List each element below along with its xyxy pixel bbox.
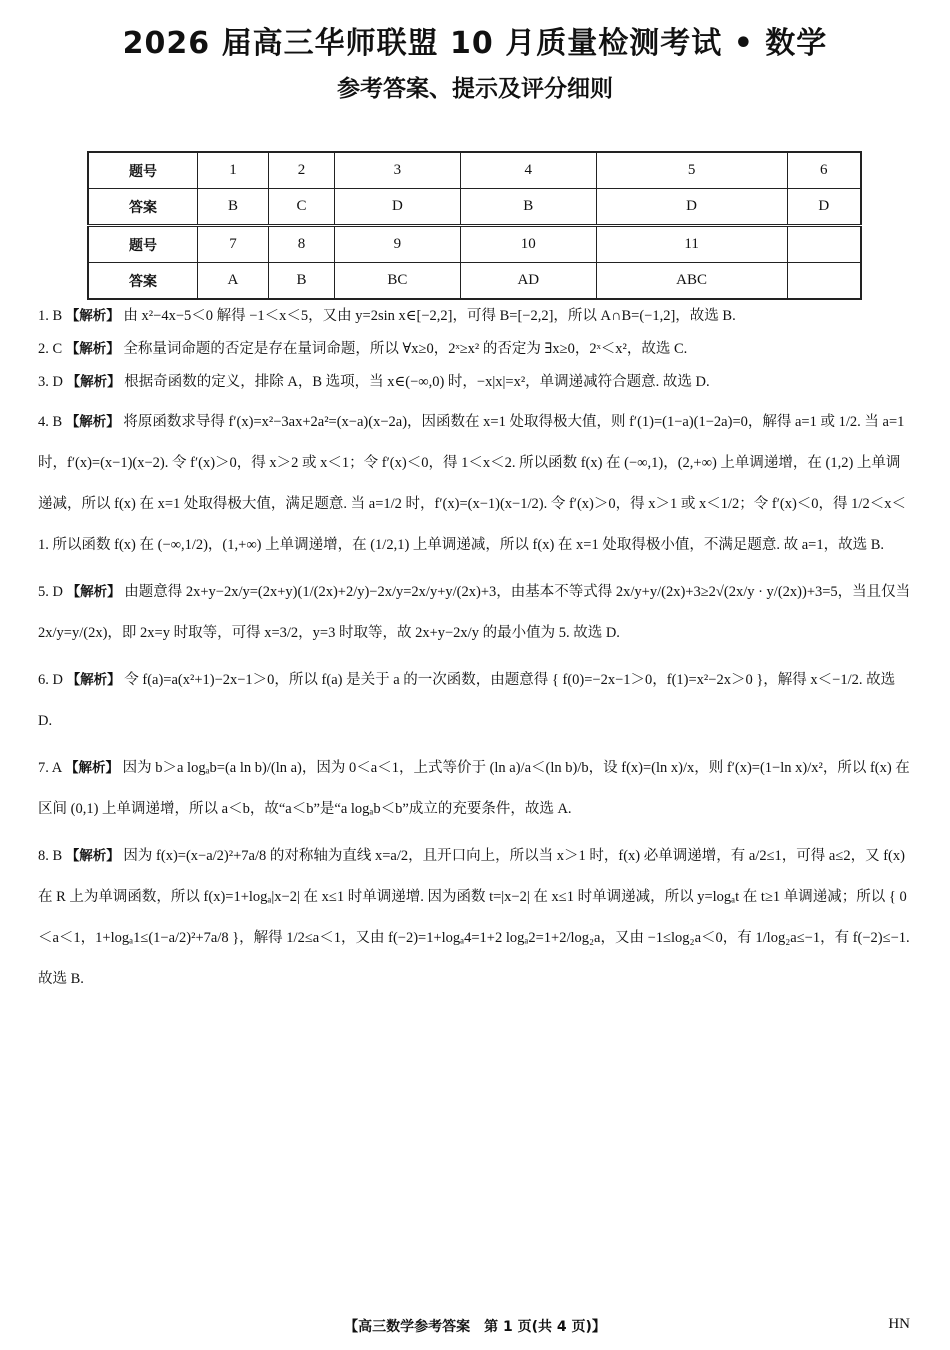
question-number: 7	[198, 226, 269, 263]
row-label: 答案	[88, 189, 198, 226]
solution-text: 令 f(a)=a(x²+1)−2x−1＞0，所以 f(a) 是关于 a 的一次函数，由题意得 { f(0)=−2x−1＞0，f(1)=x²−2x＞0 }，解得 x＜−1/2. 故选 D.	[38, 672, 896, 729]
page-title: 2026 届高三华师联盟 10 月质量检测考试 • 数学	[122, 26, 828, 61]
table-row	[88, 263, 861, 300]
answer-cell: C	[268, 189, 334, 226]
answer-cell: B	[198, 189, 269, 226]
question-number: 6	[787, 152, 861, 189]
row-label: 题号	[88, 226, 198, 263]
solution-item	[38, 303, 912, 330]
answer-cell: AD	[460, 263, 596, 300]
solution-text: 因为 f(x)=(x−a/2)²+7a/8 的对称轴为直线 x=a/2，且开口向上，所以当 x＞1 时，f(x) 必单调递增，有 a/2≤1，可得 a≤2，又 f(x) 在 R 上为单调函数，所以 f(x)=1+logₐ|x−2| 在 x≤1 时单调递增. 因为函数 t=|x−2| 在 x≤1 时单调递减，所以 y=logₐt 在 t≥1 单调递减；所以 { 0＜a＜1，1+logₐ1≤(1−a/2)²+7a/8 }，解得 1/2≤a＜1，又由 f(−2)=1+logₐ4=1+2 logₐ2=1+2/log₂a，又由 −1≤log₂a＜0，有 1/log₂a≤−1，有 f(−2)≤−1. 故选 B.	[38, 848, 910, 987]
solution-text: 因为 b＞a logₐb=(a ln b)/(ln a)，因为 0＜a＜1，上式等价于 (ln a)/a＜(ln b)/b，设 f(x)=(ln x)/x，则 f′(x)=(1−ln x)/x²，所以 f(x) 在区间 (0,1) 上单调递增，所以 a＜b，故“a＜b”是“a logₐb＜b”成立的充要条件，故选 A.	[38, 760, 910, 817]
question-number: 2	[268, 152, 334, 189]
answer-cell: B	[460, 189, 596, 226]
solution-number: 7. A	[38, 760, 62, 776]
solution-text: 将原函数求导得 f′(x)=x²−3ax+2a²=(x−a)(x−2a)，因函数在 x=1 处取得极大值，则 f′(1)=(1−a)(1−2a)=0，解得 a=1 或 1/2. 当 a=1 时，f′(x)=(x−1)(x−2). 令 f′(x)＞0，得 x＞2 或 x＜1；令 f′(x)＜0，得 1＜x＜2. 所以函数 f(x) 在 (−∞,1)，(2,+∞) 上单调递增，在 (1,2) 上单调递减，所以 f(x) 在 x=1 处取得极大值，满足题意. 当 a=1/2 时，f′(x)=(x−1)(x−1/2). 令 f′(x)＞0，得 x＞1 或 x＜1/2；令 f′(x)＜0，得 1/2＜x＜1. 所以函数 f(x) 在 (−∞,1/2)，(1,+∞) 上单调递增，在 (1/2,1) 上单调递减，所以 f(x) 在 x=1 处取得极小值，不满足题意. 故 a=1，故选 B.	[38, 414, 906, 553]
region-code: HN	[888, 1316, 910, 1332]
solution-text: 根据奇函数的定义，排除 A，B 选项，当 x∈(−∞,0) 时，−x|x|=x²，单调递减符合题意. 故选 D.	[124, 374, 710, 390]
analysis-tag: 【解析】	[65, 341, 120, 357]
solution-text: 由 x²−4x−5＜0 解得 −1＜x＜5，又由 y=2sin x∈[−2,2]，可得 B=[−2,2]，所以 A∩B=(−1,2]，故选 B.	[123, 308, 736, 324]
solutions-list	[38, 303, 912, 1006]
table-row	[88, 189, 861, 226]
solution-item	[38, 336, 912, 363]
row-label: 答案	[88, 263, 198, 300]
solution-number: 2. C	[38, 341, 63, 357]
page-footer: 【高三数学参考答案 第 1 页(共 4 页)】	[344, 1319, 606, 1335]
table-row	[88, 226, 861, 263]
solution-item	[38, 660, 912, 742]
answer-cell: A	[198, 263, 269, 300]
solution-item	[38, 572, 912, 654]
answer-cell: D	[787, 189, 861, 226]
table-row	[88, 152, 861, 189]
page-subtitle: 参考答案、提示及评分细则	[337, 76, 613, 102]
answer-cell: D	[596, 189, 787, 226]
solution-number: 4. B	[38, 414, 63, 430]
solution-item	[38, 402, 912, 566]
question-number: 9	[334, 226, 460, 263]
question-number: 5	[596, 152, 787, 189]
analysis-tag: 【解析】	[65, 760, 119, 776]
solution-item	[38, 369, 912, 396]
solution-number: 1. B	[38, 308, 63, 324]
solution-number: 8. B	[38, 848, 63, 864]
row-label: 题号	[88, 152, 198, 189]
analysis-tag: 【解析】	[65, 308, 120, 324]
solution-text: 全称量词命题的否定是存在量词命题，所以 ∀x≥0，2ˣ≥x² 的否定为 ∃x≥0，2ˣ＜x²，故选 C.	[123, 341, 688, 357]
solution-number: 3. D	[38, 374, 63, 390]
analysis-tag: 【解析】	[66, 672, 121, 688]
solution-text: 由题意得 2x+y−2x/y=(2x+y)(1/(2x)+2/y)−2x/y=2x/y+y/(2x)+3，由基本不等式得 2x/y+y/(2x)+3≥2√(2x/y · y/(2x))+3=5，当且仅当 2x/y=y/(2x)，即 2x=y 时取等，可得 x=3/2，y=3 时取等，故 2x+y−2x/y 的最小值为 5. 故选 D.	[38, 584, 911, 641]
analysis-tag: 【解析】	[65, 414, 120, 430]
answer-cell: D	[334, 189, 460, 226]
answer-cell: B	[268, 263, 334, 300]
analysis-tag: 【解析】	[65, 848, 120, 864]
question-number: 10	[460, 226, 596, 263]
answer-cell	[787, 263, 861, 300]
question-number: 1	[198, 152, 269, 189]
analysis-tag: 【解析】	[66, 584, 121, 600]
question-number: 8	[268, 226, 334, 263]
solution-number: 6. D	[38, 672, 63, 688]
question-number: 11	[596, 226, 787, 263]
solution-item	[38, 748, 912, 830]
answer-table	[87, 151, 862, 300]
question-number: 3	[334, 152, 460, 189]
solution-number: 5. D	[38, 584, 63, 600]
answer-cell: ABC	[596, 263, 787, 300]
answer-cell: BC	[334, 263, 460, 300]
question-number	[787, 226, 861, 263]
solution-item	[38, 836, 912, 1000]
analysis-tag: 【解析】	[66, 374, 121, 390]
question-number: 4	[460, 152, 596, 189]
